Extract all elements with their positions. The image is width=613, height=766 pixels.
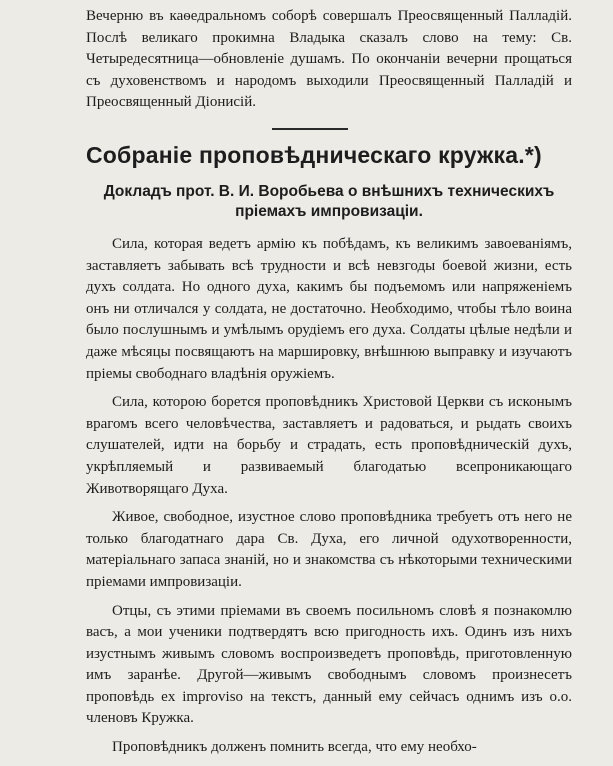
intro-paragraph: Вечерню въ каѳедральномъ соборѣ совершалъ Преосвященный Палладій. Послѣ великаго прокимна Владыка сказалъ слово на тему: Св. Четыредесятница—обновленіе душамъ. По окончаніи вечерни прощаться съ духовенствомъ и народомъ выходили Преосвященный Палладій и Преосвященный Діонисій. — [86, 8, 572, 110]
body-paragraph-4: Отцы, съ этими пріемами въ своемъ посильномъ словѣ я познакомлю васъ, а мои ученики подтвердятъ всю пригодность ихъ. Одинъ изъ нихъ изустнымъ живымъ словомъ воспроизведетъ проповѣдь, приготовленную имъ заранѣе. Другой—живымъ свободнымъ словомъ произнесетъ проповѣдь ex improviso на текстъ, данный ему сейчасъ однимъ изъ о.о. членовъ Кружка. — [86, 602, 572, 727]
body-paragraph-1: Сила, которая ведетъ армію къ побѣдамъ, къ великимъ завоеваніямъ, заставляетъ забывать всѣ трудности и всѣ невзгоды боевой жизни, есть духъ солдата. Но одного духа, какимъ бы подъемомъ или напряженіемъ онъ ни отличался у солдата, не достаточно. Необходимо, чтобы тѣло воина было послушнымъ и умѣлымъ орудіемъ его духа. Солдаты цѣлые недѣли и даже мѣсяцы посвящаютъ на маршировку, внѣшнюю выправку и изучаютъ пріемы свободнаго владѣнія оружіемъ. — [86, 236, 572, 382]
report-subtitle: Докладъ прот. В. И. Воробьева о внѣшнихъ техническихъ пріемахъ импровизаціи. — [103, 183, 555, 220]
section-divider — [272, 128, 348, 130]
section-title: Собраніе проповѣдническаго кружка.*) — [86, 142, 542, 168]
body-paragraph-2: Сила, которою борется проповѣдникъ Христовой Церкви съ исконымъ врагомъ всего человѣчества, заставляетъ и радоваться, и рыдать своихъ слушателей, идти на борьбу и страдать, есть проповѣдническій духъ, укрѣпляемый и развиваемый благодатью всепроникающаго Животворящаго Духа. — [86, 394, 572, 497]
body-paragraph-5: Проповѣдникъ долженъ помнить всегда, что ему необхо- — [112, 739, 477, 756]
report-body — [86, 234, 572, 766]
body-paragraph-3: Живое, свободное, изустное слово проповѣдника требуетъ отъ него не только благодатнаго дара Св. Духа, его личной одухотворенности, матеріальнаго запаса знаній, но и знакомства съ нѣкоторыми техническими пріемами импровизаціи. — [86, 509, 572, 590]
